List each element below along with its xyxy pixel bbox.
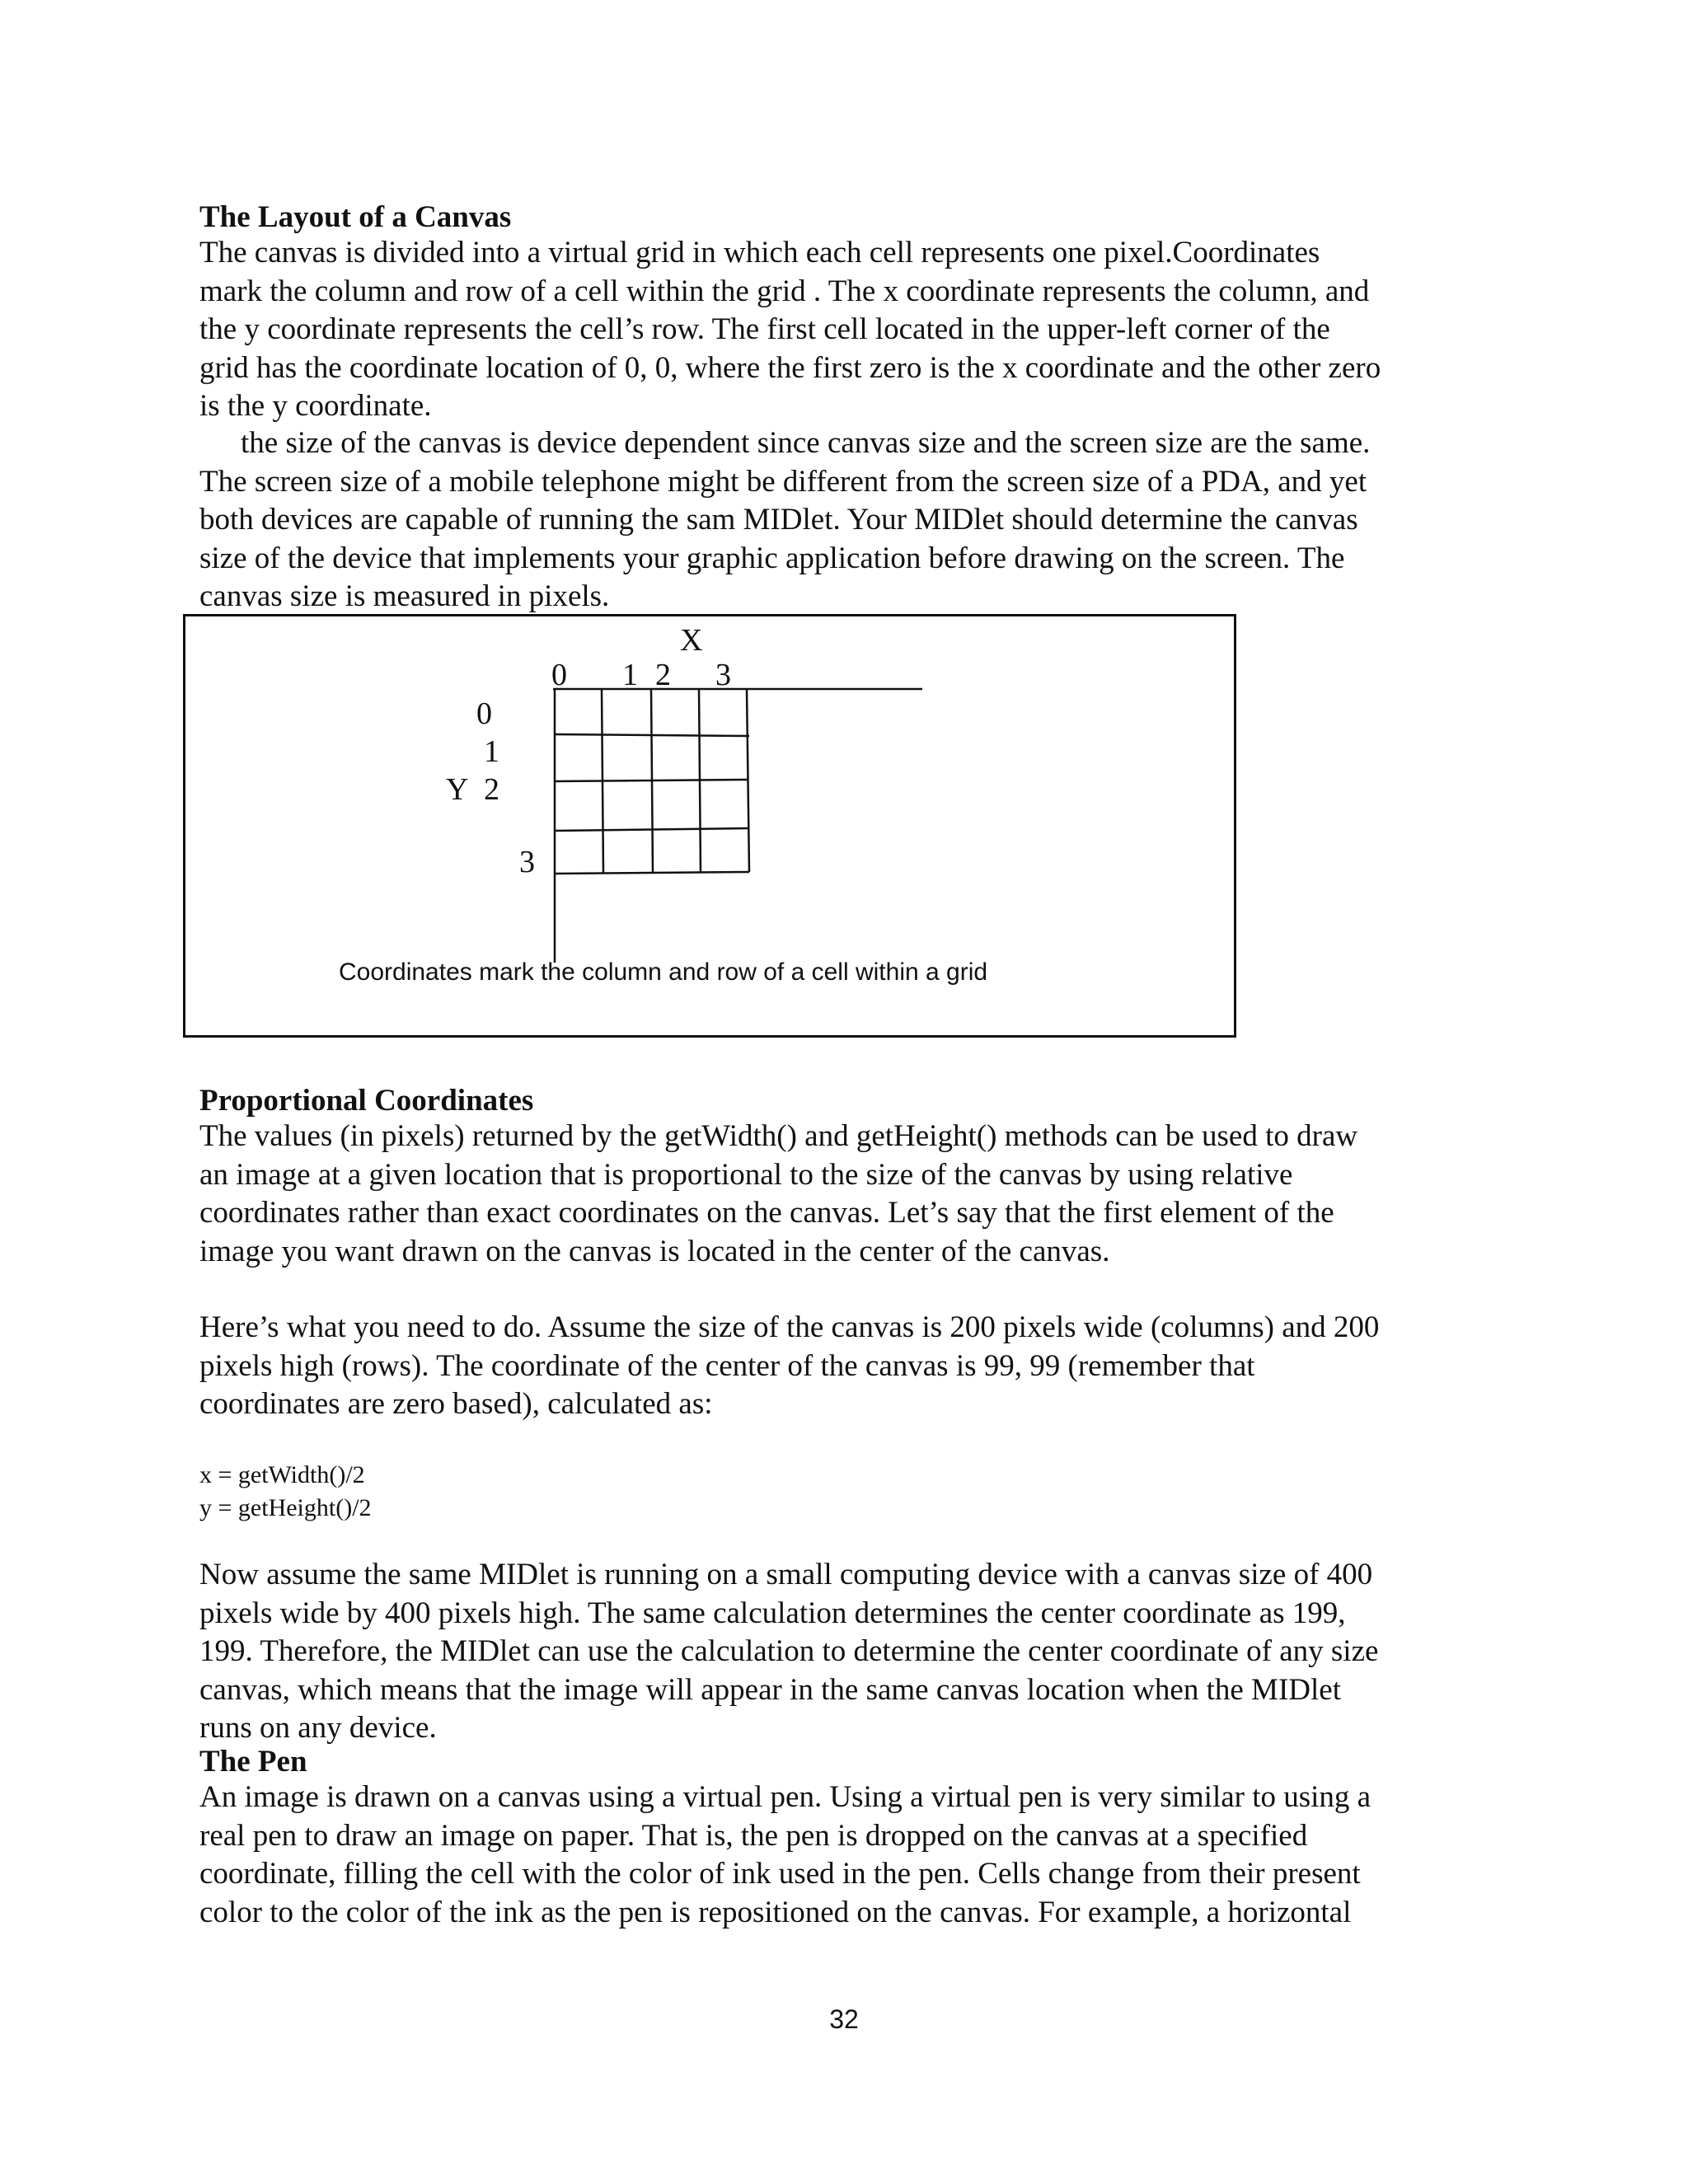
text-line: The values (in pixels) returned by the getWidth() and getHeight() methods can be used to draw [199, 1119, 1358, 1153]
text-line: canvas, which means that the image will appear in the same canvas location when the MIDlet [199, 1672, 1341, 1707]
text-line: both devices are capable of running the sam MIDlet. Your MIDlet should determine the canvas [199, 503, 1358, 537]
paragraph-relative-coordinates [199, 1118, 1485, 1271]
page-number: 32 [829, 2004, 859, 2034]
x-axis-label: X [680, 623, 703, 658]
figure-caption: Coordinates mark the column and row of a cell within a grid [339, 958, 988, 986]
text-line: is the y coordinate. [199, 389, 432, 423]
text-line: pixels high (rows). The coordinate of the center of the canvas is 99, 99 (remember that [199, 1348, 1255, 1383]
heading-proportional-coordinates: Proportional Coordinates [199, 1084, 534, 1118]
code-line: y = getHeight()/2 [199, 1494, 372, 1521]
paragraph-center-example [199, 1309, 1485, 1424]
text-line: runs on any device. [199, 1711, 437, 1745]
text-line: the size of the canvas is device dependent since canvas size and the screen size are the same. [241, 426, 1371, 460]
grid-row-line [555, 780, 748, 781]
text-line: coordinates rather than exact coordinates on the canvas. Let’s say that the first element of the [199, 1196, 1334, 1230]
text-line: grid has the coordinate location of 0, 0, where the first zero is the x coordinate and the other zero [199, 350, 1381, 385]
y-tick-2: 2 [484, 772, 499, 807]
text-line: canvas size is measured in pixels. [199, 579, 610, 613]
text-line: coordinates are zero based), calculated as: [199, 1387, 713, 1421]
y-tick-0: 0 [476, 696, 492, 731]
grid-row-line [555, 828, 748, 831]
text-line: The screen size of a mobile telephone might be different from the screen size of a PDA, and yet [199, 464, 1367, 499]
coordinate-grid-diagram [185, 616, 1234, 1035]
text-line: pixels wide by 400 pixels high. The same calculation determines the center coordinate as 199, [199, 1596, 1346, 1630]
paragraph-canvas-grid [199, 234, 1485, 426]
y-tick-1: 1 [484, 734, 499, 769]
code-snippet [199, 1459, 372, 1525]
text-line: mark the column and row of a cell within the grid . The x coordinate represents the column, and [199, 274, 1370, 308]
x-tick-0: 0 [551, 658, 567, 692]
grid-row-line [555, 734, 749, 736]
x-tick-1: 1 [622, 658, 638, 692]
text-line: coordinate, filling the cell with the color of ink used in the pen. Cells change from their present [199, 1857, 1361, 1891]
text-line: an image at a given location that is proportional to the size of the canvas by using relative [199, 1157, 1293, 1192]
text-line: Here’s what you need to do. Assume the size of the canvas is 200 pixels wide (columns) and 200 [199, 1310, 1380, 1344]
text-line: image you want drawn on the canvas is located in the center of the canvas. [199, 1234, 1110, 1268]
y-tick-3: 3 [519, 845, 535, 879]
heading-the-pen: The Pen [199, 1745, 307, 1779]
text-line: the y coordinate represents the cell’s row. The first cell located in the upper-left corner of the [199, 312, 1330, 346]
heading-layout-of-canvas: The Layout of a Canvas [199, 200, 512, 234]
x-tick-2: 2 [655, 658, 671, 692]
text-line: Now assume the same MIDlet is running on a small computing device with a canvas size of 400 [199, 1558, 1373, 1591]
x-tick-3: 3 [715, 658, 731, 692]
paragraph-virtual-pen [199, 1779, 1485, 1932]
paragraph-larger-device [199, 1556, 1485, 1748]
text-line: An image is drawn on a canvas using a virtual pen. Using a virtual pen is very similar to using a [199, 1780, 1372, 1814]
paragraph-canvas-size [199, 424, 1485, 616]
grid-lines [553, 689, 922, 963]
text-line: 199. Therefore, the MIDlet can use the calculation to determine the center coordinate of any size [199, 1634, 1379, 1668]
grid-row-line [555, 872, 749, 874]
text-line: size of the device that implements your graphic application before drawing on the screen. The [199, 541, 1345, 575]
code-line: x = getWidth()/2 [199, 1461, 365, 1488]
y-axis-label: Y [446, 772, 469, 807]
text-line: The canvas is divided into a virtual grid in which each cell represents one pixel.Coordinates [199, 236, 1320, 269]
text-line: color to the color of the ink as the pen is repositioned on the canvas. For example, a horizontal [199, 1895, 1352, 1929]
coordinate-grid-figure [183, 614, 1236, 1038]
text-line: real pen to draw an image on paper. That is, the pen is dropped on the canvas at a specified [199, 1818, 1308, 1853]
